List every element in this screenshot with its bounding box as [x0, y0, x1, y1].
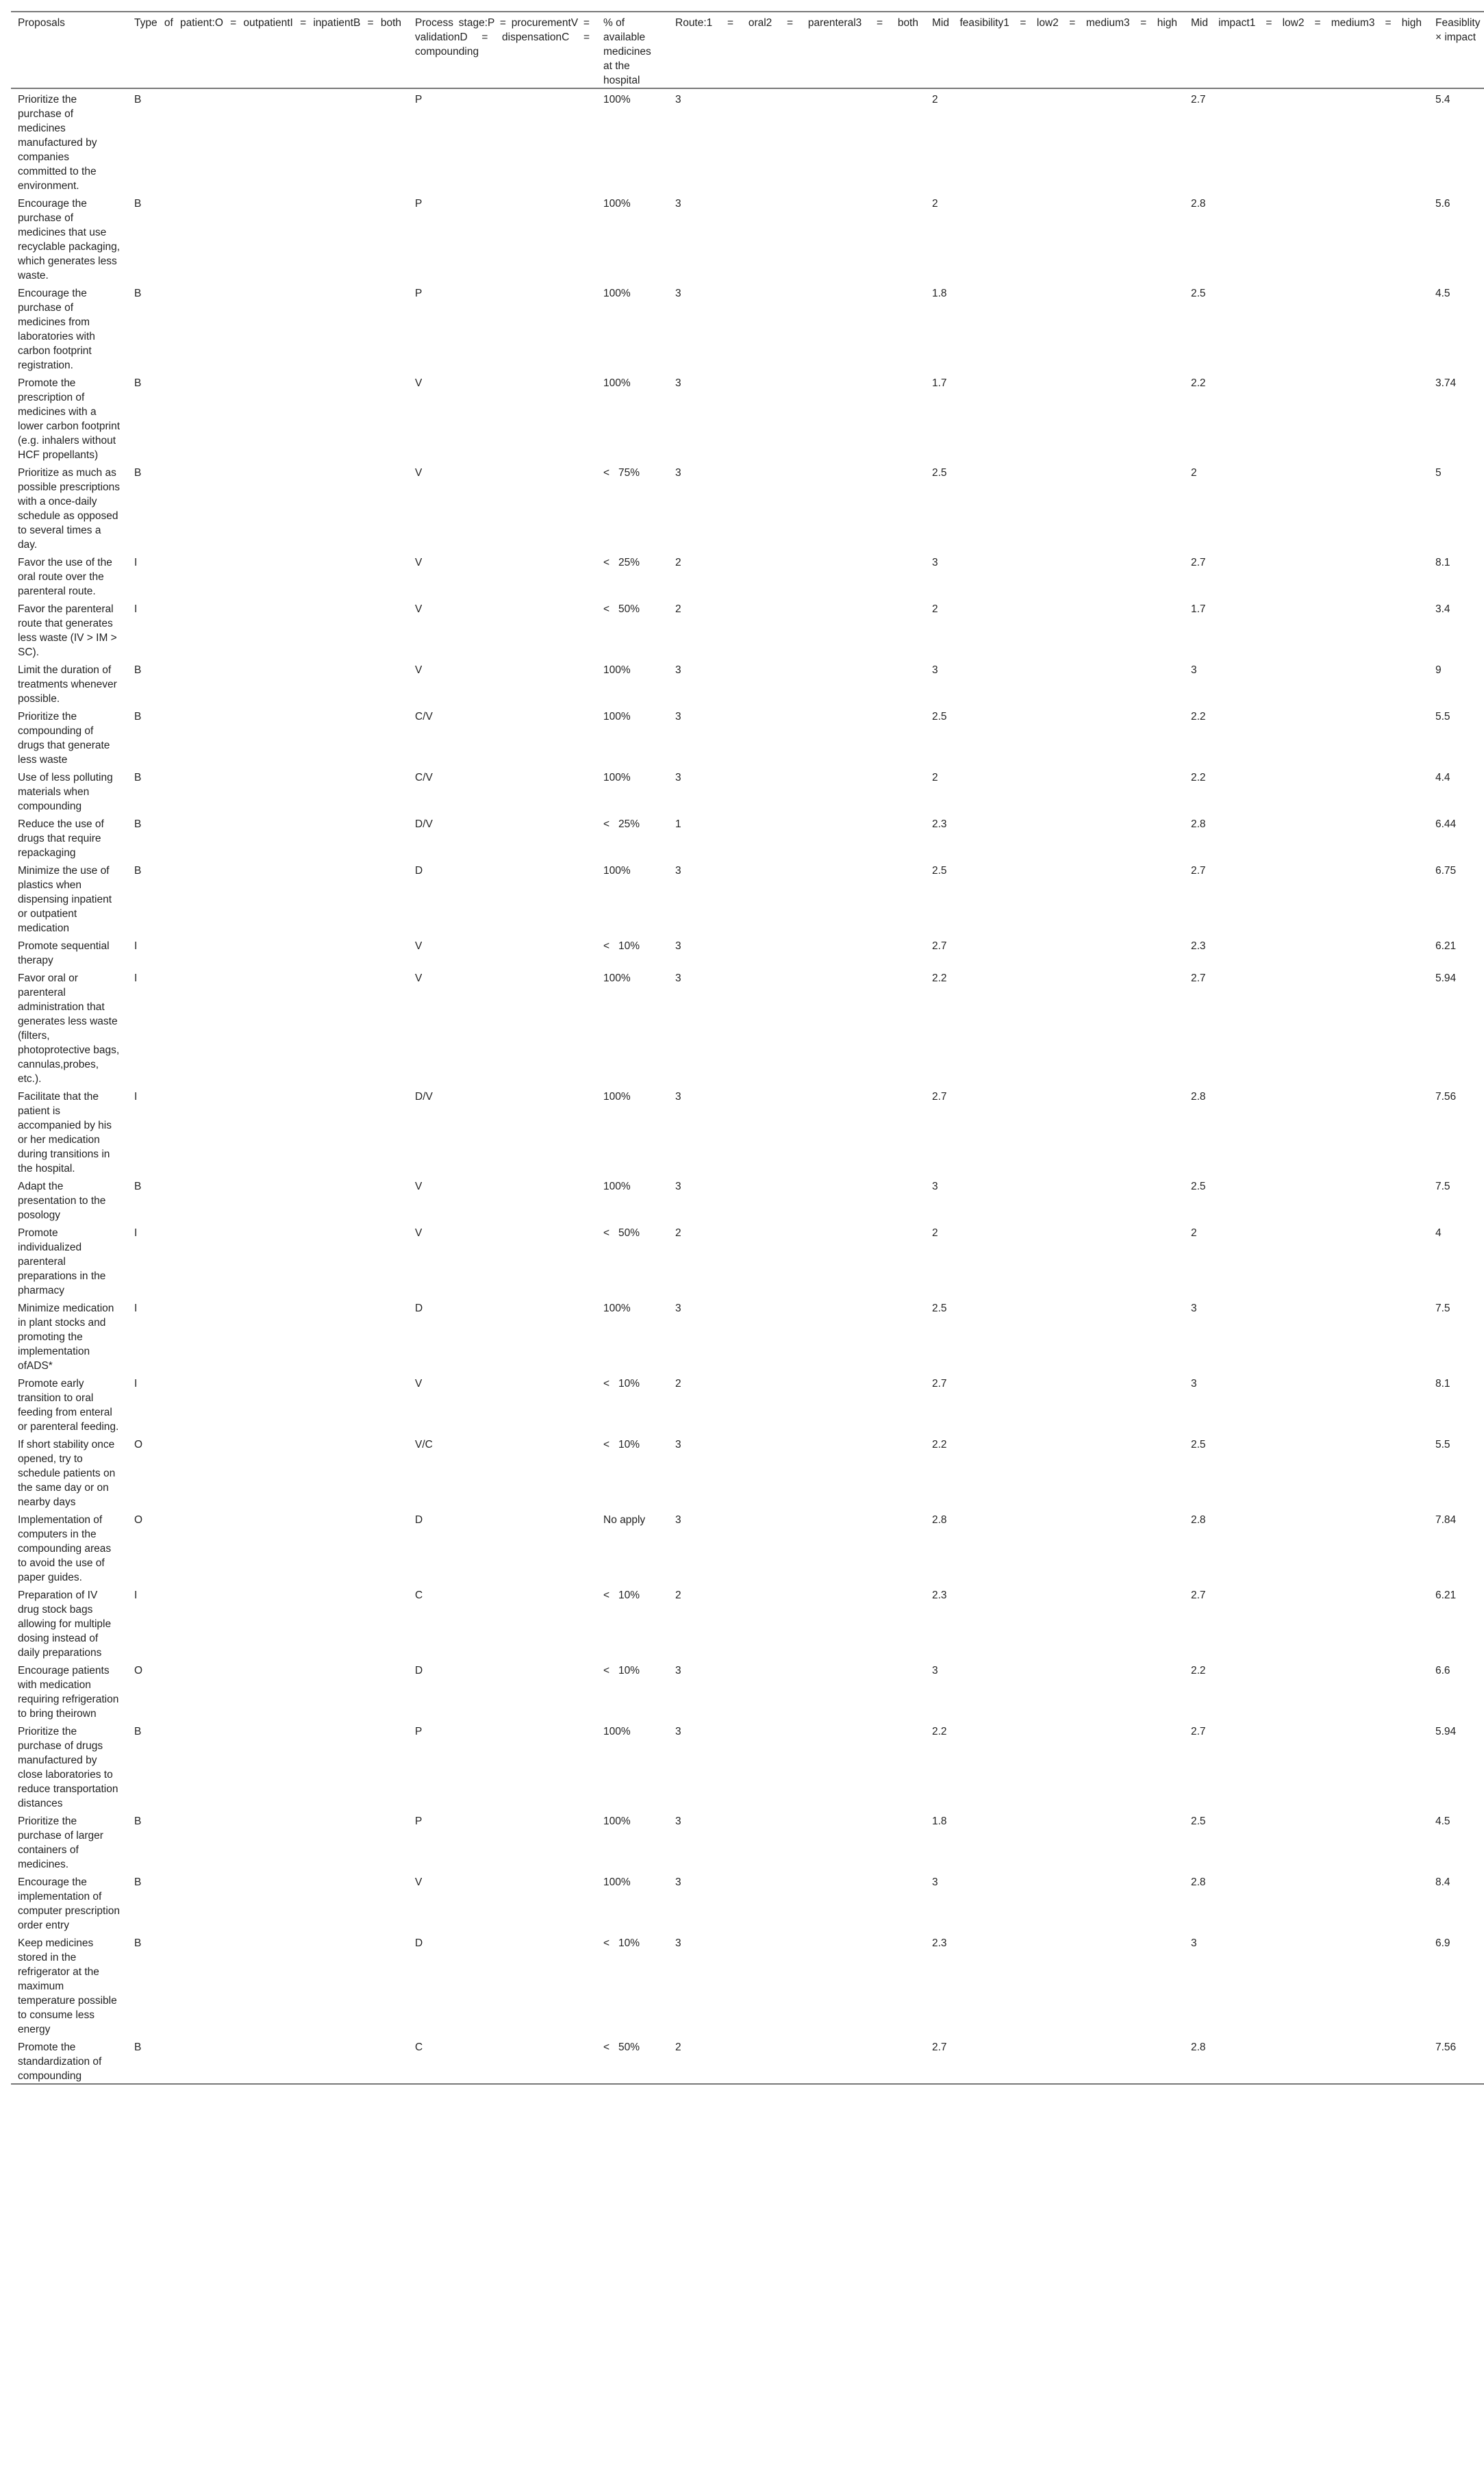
cell-process-stage: V — [415, 1378, 423, 1390]
cell-feasibility-impact: 7.56 — [1429, 2037, 1484, 2084]
header-row — [11, 12, 1484, 88]
cell-patient-type: B — [134, 377, 142, 389]
cell-mid-impact: 3 — [1191, 664, 1197, 676]
cell-route: 3 — [675, 94, 681, 105]
cell-patient-type: B — [134, 772, 142, 783]
cell-proposal: Favor the use of the oral route over the parenteral route. — [18, 557, 112, 597]
cell-feasibility-impact: 3.74 — [1435, 377, 1457, 389]
cell-mid-feasibility: 2.7 — [932, 1378, 947, 1390]
cell-patient-type: B — [134, 288, 142, 299]
cell-patient-type: I — [134, 940, 138, 952]
cell-process-stage: D — [415, 1514, 423, 1526]
cell-proposal: Favor oral or parenteral administration that generates less waste (filters, photoprotective bags, cannulas,probes, etc.). — [18, 972, 120, 1085]
header-mid-feasibility: Mid feasibility1 = low2 = medium3 = high — [925, 12, 1184, 88]
cell-patient-type: I — [134, 1303, 138, 1314]
cell-pct-available: 100% — [603, 772, 631, 783]
cell-pct-available: 100% — [603, 377, 631, 389]
table-row — [11, 1373, 1484, 1434]
cell-patient-type: B — [134, 865, 142, 877]
cell-proposal: Promote individualized parenteral preparations in the pharmacy — [18, 1227, 106, 1296]
cell-route: 3 — [675, 1665, 681, 1676]
cell-feasibility-impact: 4.5 — [1435, 1815, 1450, 1827]
cell-route: 2 — [668, 2037, 925, 2084]
cell-proposal: Promote sequential therapy — [18, 940, 110, 966]
cell-proposal: Use of less polluting materials when compounding — [18, 772, 113, 812]
cell-patient-type: I — [134, 557, 138, 568]
cell-mid-feasibility: 2.2 — [932, 1439, 947, 1450]
cell-pct-available: 100% — [603, 711, 631, 722]
cell-mid-impact: 2.5 — [1191, 1815, 1206, 1827]
cell-mid-impact: 2.5 — [1191, 288, 1206, 299]
cell-process-stage: P — [415, 198, 423, 210]
cell-patient-type: B — [134, 1815, 142, 1827]
cell-pct-available: < 50% — [596, 2037, 668, 2084]
cell-route: 3 — [675, 865, 681, 877]
cell-patient-type: B — [134, 467, 142, 479]
cell-proposal: If short stability once opened, try to schedule patients on the same day or on nearby days — [18, 1439, 116, 1508]
table-row — [11, 1434, 1484, 1509]
cell-patient-type: I — [134, 1378, 138, 1390]
table-row — [11, 552, 1484, 599]
cell-route: 3 — [675, 711, 681, 722]
cell-patient-type: B — [134, 818, 142, 830]
cell-mid-feasibility: 2.5 — [932, 865, 947, 877]
cell-route: 3 — [675, 467, 681, 479]
cell-proposal: Reduce the use of drugs that require repackaging — [18, 818, 104, 859]
header-process-stage: Process stage:P = procurementV = validationD = dispensationC = compounding — [408, 12, 596, 88]
cell-proposal: Preparation of IV drug stock bags allowing for multiple dosing instead of daily preparations — [18, 1589, 112, 1659]
cell-feasibility-impact: 8.1 — [1435, 1378, 1450, 1390]
cell-feasibility-impact: 7.56 — [1435, 1091, 1457, 1103]
table-row — [11, 1176, 1484, 1222]
cell-mid-impact: 2.8 — [1191, 1091, 1206, 1103]
cell-mid-feasibility: 3 — [932, 1876, 938, 1888]
table-row — [11, 814, 1484, 860]
cell-mid-feasibility: 3 — [932, 664, 938, 676]
cell-mid-feasibility: 1.8 — [932, 1815, 947, 1827]
cell-pct-available: 100% — [603, 1726, 631, 1737]
cell-proposal: Promote the prescription of medicines with a lower carbon footprint (e.g. inhalers without HCF propellants) — [18, 377, 121, 461]
cell-process-stage: C — [408, 2037, 596, 2084]
table-row — [11, 706, 1484, 767]
cell-patient-type: B — [134, 1181, 142, 1192]
cell-patient-type: B — [134, 711, 142, 722]
table-row — [11, 935, 1484, 968]
cell-mid-feasibility: 2.7 — [925, 2037, 1184, 2084]
cell-process-stage: D — [415, 865, 423, 877]
cell-patient-type: B — [134, 198, 142, 210]
cell-mid-feasibility: 2.2 — [932, 972, 947, 984]
cell-mid-feasibility: 2.5 — [932, 467, 947, 479]
table-row — [11, 1509, 1484, 1585]
header-mid-impact: Mid impact1 = low2 = medium3 = high — [1184, 12, 1429, 88]
cell-feasibility-impact: 4.4 — [1435, 772, 1450, 783]
cell-route: 2 — [675, 1589, 681, 1601]
cell-mid-impact: 2.2 — [1191, 772, 1206, 783]
cell-mid-impact: 2.8 — [1191, 1876, 1206, 1888]
cell-route: 3 — [675, 972, 681, 984]
cell-process-stage: C/V — [415, 772, 433, 783]
cell-process-stage: C — [415, 1589, 423, 1601]
cell-pct-available: 100% — [603, 1091, 631, 1103]
cell-mid-feasibility: 2 — [932, 198, 938, 210]
cell-process-stage: V/C — [415, 1439, 433, 1450]
cell-route: 1 — [675, 818, 681, 830]
cell-pct-available: < 10% — [603, 1937, 640, 1949]
cell-proposal: Favor the parenteral route that generates less waste (IV > IM > SC). — [18, 603, 117, 658]
table-row — [11, 1086, 1484, 1176]
cell-feasibility-impact: 6.6 — [1435, 1665, 1450, 1676]
table-row — [11, 1872, 1484, 1933]
cell-process-stage: P — [415, 288, 423, 299]
table-row — [11, 659, 1484, 706]
cell-patient-type: I — [134, 1589, 138, 1601]
cell-proposal: Adapt the presentation to the posology — [18, 1181, 106, 1221]
cell-process-stage: D/V — [415, 1091, 433, 1103]
cell-process-stage: D — [415, 1303, 423, 1314]
cell-feasibility-impact: 6.44 — [1435, 818, 1457, 830]
cell-feasibility-impact: 8.4 — [1435, 1876, 1450, 1888]
cell-mid-impact: 2.2 — [1191, 711, 1206, 722]
cell-pct-available: 100% — [603, 664, 631, 676]
cell-patient-type: I — [134, 1091, 138, 1103]
cell-feasibility-impact: 6.75 — [1435, 865, 1457, 877]
cell-mid-feasibility: 2.5 — [932, 1303, 947, 1314]
cell-route: 3 — [675, 1439, 681, 1450]
cell-pct-available: < 50% — [603, 1227, 640, 1239]
cell-feasibility-impact: 7.5 — [1435, 1181, 1450, 1192]
cell-process-stage: D — [415, 1937, 423, 1949]
cell-process-stage: D — [415, 1665, 423, 1676]
cell-mid-feasibility: 2.7 — [932, 940, 947, 952]
cell-feasibility-impact: 5.6 — [1435, 198, 1450, 210]
cell-mid-feasibility: 2.3 — [932, 818, 947, 830]
cell-mid-feasibility: 3 — [932, 1181, 938, 1192]
table-row — [11, 1721, 1484, 1811]
cell-pct-available: < 25% — [603, 557, 640, 568]
table-row — [11, 193, 1484, 283]
cell-feasibility-impact: 4 — [1435, 1227, 1442, 1239]
header-proposals: Proposals — [11, 12, 127, 88]
cell-proposal: Encourage the purchase of medicines from laboratories with carbon footprint registration. — [18, 288, 95, 371]
cell-pct-available: < 10% — [603, 940, 640, 952]
cell-proposal: Prioritize the compounding of drugs that generate less waste — [18, 711, 110, 766]
cell-proposal: Prioritize the purchase of larger containers of medicines. — [18, 1815, 103, 1870]
cell-patient-type: B — [134, 94, 142, 105]
cell-process-stage: P — [415, 1815, 423, 1827]
cell-feasibility-impact: 4.5 — [1435, 288, 1450, 299]
cell-pct-available: < 10% — [603, 1665, 640, 1676]
cell-pct-available: < 10% — [603, 1589, 640, 1601]
cell-feasibility-impact: 5.94 — [1435, 1726, 1457, 1737]
cell-mid-impact: 2.8 — [1191, 198, 1206, 210]
cell-route: 3 — [675, 1091, 681, 1103]
cell-feasibility-impact: 6.21 — [1435, 1589, 1457, 1601]
cell-process-stage: V — [415, 972, 423, 984]
header-route: Route:1 = oral2 = parenteral3 = both — [668, 12, 925, 88]
cell-feasibility-impact: 3.4 — [1435, 603, 1450, 615]
cell-patient-type: B — [127, 2037, 408, 2084]
table-row — [11, 1298, 1484, 1373]
cell-pct-available: 100% — [603, 1181, 631, 1192]
cell-feasibility-impact: 5.5 — [1435, 1439, 1450, 1450]
cell-route: 2 — [675, 1378, 681, 1390]
cell-proposal: Encourage patients with medication requiring refrigeration to bring theirown — [18, 1665, 119, 1720]
cell-mid-impact: 2.8 — [1184, 2037, 1429, 2084]
cell-route: 3 — [675, 1303, 681, 1314]
cell-proposal: Minimize medication in plant stocks and promoting the implementation ofADS* — [18, 1303, 114, 1372]
cell-mid-impact: 3 — [1191, 1378, 1197, 1390]
cell-mid-impact: 2.7 — [1191, 557, 1206, 568]
cell-patient-type: B — [134, 1726, 142, 1737]
cell-mid-feasibility: 3 — [932, 1665, 938, 1676]
cell-mid-impact: 2.7 — [1191, 972, 1206, 984]
cell-mid-feasibility: 1.8 — [932, 288, 947, 299]
cell-route: 2 — [675, 603, 681, 615]
table-row — [11, 88, 1484, 193]
cell-feasibility-impact: 7.84 — [1435, 1514, 1457, 1526]
cell-route: 3 — [675, 1181, 681, 1192]
cell-route: 3 — [675, 288, 681, 299]
cell-route: 3 — [675, 940, 681, 952]
header-pct-available: % of available medicines at the hospital — [596, 12, 668, 88]
cell-process-stage: V — [415, 664, 423, 676]
cell-feasibility-impact: 5 — [1435, 467, 1442, 479]
cell-process-stage: V — [415, 377, 423, 389]
cell-proposal: Limit the duration of treatments whenever possible. — [18, 664, 117, 705]
cell-mid-feasibility: 2 — [932, 1227, 938, 1239]
table-header — [11, 12, 1484, 88]
cell-pct-available: 100% — [603, 94, 631, 105]
cell-route: 2 — [675, 1227, 681, 1239]
cell-feasibility-impact: 6.9 — [1435, 1937, 1450, 1949]
cell-process-stage: P — [415, 1726, 423, 1737]
cell-route: 3 — [675, 1937, 681, 1949]
cell-mid-impact: 2.7 — [1191, 94, 1206, 105]
cell-patient-type: I — [134, 1227, 138, 1239]
table-row — [11, 462, 1484, 552]
cell-pct-available: 100% — [603, 972, 631, 984]
cell-mid-impact: 2.5 — [1191, 1181, 1206, 1192]
cell-proposal: Promote early transition to oral feeding from enteral or parenteral feeding. — [18, 1378, 119, 1433]
cell-proposal: Facilitate that the patient is accompanied by his or her medication during transitions in the hospital. — [18, 1091, 112, 1174]
table-row — [11, 2037, 1484, 2084]
cell-process-stage: C/V — [415, 711, 433, 722]
cell-feasibility-impact: 5.94 — [1435, 972, 1457, 984]
table-row — [11, 1222, 1484, 1298]
cell-pct-available: < 25% — [603, 818, 640, 830]
cell-mid-feasibility: 1.7 — [932, 377, 947, 389]
cell-mid-feasibility: 2 — [932, 603, 938, 615]
cell-pct-available: < 75% — [603, 467, 640, 479]
cell-patient-type: O — [134, 1439, 143, 1450]
cell-route: 3 — [675, 377, 681, 389]
cell-patient-type: I — [134, 972, 138, 984]
cell-process-stage: V — [415, 557, 423, 568]
cell-patient-type: O — [134, 1514, 143, 1526]
cell-route: 3 — [675, 664, 681, 676]
table-row — [11, 599, 1484, 659]
cell-pct-available: 100% — [603, 865, 631, 877]
cell-process-stage: P — [415, 94, 423, 105]
table-row — [11, 1660, 1484, 1721]
cell-mid-impact: 2.7 — [1191, 1589, 1206, 1601]
cell-mid-impact: 2.7 — [1191, 865, 1206, 877]
cell-mid-feasibility: 2 — [932, 94, 938, 105]
cell-patient-type: O — [134, 1665, 143, 1676]
cell-mid-feasibility: 2.2 — [932, 1726, 947, 1737]
cell-process-stage: V — [415, 467, 423, 479]
cell-patient-type: B — [134, 1876, 142, 1888]
cell-mid-impact: 2.3 — [1191, 940, 1206, 952]
cell-pct-available: No apply — [603, 1514, 646, 1526]
cell-process-stage: V — [415, 1181, 423, 1192]
cell-mid-impact: 2 — [1191, 1227, 1197, 1239]
cell-proposal: Prioritize the purchase of medicines manufactured by companies committed to the environment. — [18, 94, 97, 192]
table-row — [11, 1585, 1484, 1660]
cell-pct-available: < 50% — [603, 603, 640, 615]
table-row — [11, 968, 1484, 1086]
table-row — [11, 1811, 1484, 1872]
cell-pct-available: < 10% — [603, 1439, 640, 1450]
cell-mid-impact: 1.7 — [1191, 603, 1206, 615]
table-row — [11, 860, 1484, 935]
cell-proposal: Encourage the purchase of medicines that use recyclable packaging, which generates less waste. — [18, 198, 121, 281]
cell-mid-impact: 2.8 — [1191, 1514, 1206, 1526]
cell-process-stage: V — [415, 940, 423, 952]
cell-pct-available: 100% — [603, 198, 631, 210]
cell-pct-available: 100% — [603, 1815, 631, 1827]
table-row — [11, 283, 1484, 373]
cell-mid-impact: 3 — [1191, 1937, 1197, 1949]
cell-proposal: Prioritize the purchase of drugs manufactured by close laboratories to reduce transportation distances — [18, 1726, 118, 1809]
cell-route: 3 — [675, 1514, 681, 1526]
proposals-table — [11, 11, 1484, 2085]
cell-feasibility-impact: 9 — [1435, 664, 1442, 676]
table-body — [11, 88, 1484, 2084]
cell-process-stage: D/V — [415, 818, 433, 830]
cell-proposal: Keep medicines stored in the refrigerator at the maximum temperature possible to consume less energy — [18, 1937, 117, 2035]
cell-feasibility-impact: 8.1 — [1435, 557, 1450, 568]
cell-route: 2 — [675, 557, 681, 568]
cell-feasibility-impact: 6.21 — [1435, 940, 1457, 952]
cell-mid-feasibility: 2.3 — [932, 1589, 947, 1601]
cell-patient-type: B — [134, 664, 142, 676]
cell-feasibility-impact: 5.4 — [1435, 94, 1450, 105]
cell-feasibility-impact: 5.5 — [1435, 711, 1450, 722]
cell-feasibility-impact: 7.5 — [1435, 1303, 1450, 1314]
cell-patient-type: B — [134, 1937, 142, 1949]
cell-mid-feasibility: 3 — [932, 557, 938, 568]
cell-process-stage: V — [415, 1227, 423, 1239]
cell-mid-impact: 2.7 — [1191, 1726, 1206, 1737]
cell-proposal: Encourage the implementation of computer prescription order entry — [18, 1876, 121, 1931]
cell-mid-impact: 2.8 — [1191, 818, 1206, 830]
cell-patient-type: I — [134, 603, 138, 615]
header-feasibility-impact: Feasiblity × impact — [1429, 12, 1484, 88]
cell-process-stage: V — [415, 603, 423, 615]
table-row — [11, 373, 1484, 462]
cell-mid-impact: 2.5 — [1191, 1439, 1206, 1450]
cell-mid-feasibility: 2.3 — [932, 1937, 947, 1949]
cell-route: 3 — [675, 198, 681, 210]
cell-proposal: Prioritize as much as possible prescriptions with a once-daily schedule as opposed to several times a day. — [18, 467, 121, 551]
table-row — [11, 1933, 1484, 2037]
cell-proposal: Implementation of computers in the compounding areas to avoid the use of paper guides. — [18, 1514, 112, 1583]
cell-pct-available: 100% — [603, 288, 631, 299]
cell-mid-feasibility: 2.7 — [932, 1091, 947, 1103]
cell-mid-feasibility: 2 — [932, 772, 938, 783]
cell-mid-impact: 2.2 — [1191, 377, 1206, 389]
cell-pct-available: 100% — [603, 1303, 631, 1314]
cell-route: 3 — [675, 1815, 681, 1827]
cell-mid-impact: 3 — [1191, 1303, 1197, 1314]
cell-proposal: Promote the standardization of compounding — [11, 2037, 127, 2084]
cell-mid-impact: 2 — [1191, 467, 1197, 479]
header-patient-type: Type of patient:O = outpatientI = inpatientB = both — [127, 12, 408, 88]
cell-proposal: Minimize the use of plastics when dispensing inpatient or outpatient medication — [18, 865, 112, 934]
document-page — [11, 11, 1484, 2085]
cell-mid-feasibility: 2.8 — [932, 1514, 947, 1526]
cell-mid-feasibility: 2.5 — [932, 711, 947, 722]
cell-route: 3 — [675, 772, 681, 783]
cell-pct-available: < 10% — [603, 1378, 640, 1390]
cell-pct-available: 100% — [603, 1876, 631, 1888]
table-row — [11, 767, 1484, 814]
cell-route: 3 — [675, 1726, 681, 1737]
cell-process-stage: V — [415, 1876, 423, 1888]
cell-mid-impact: 2.2 — [1191, 1665, 1206, 1676]
cell-route: 3 — [675, 1876, 681, 1888]
